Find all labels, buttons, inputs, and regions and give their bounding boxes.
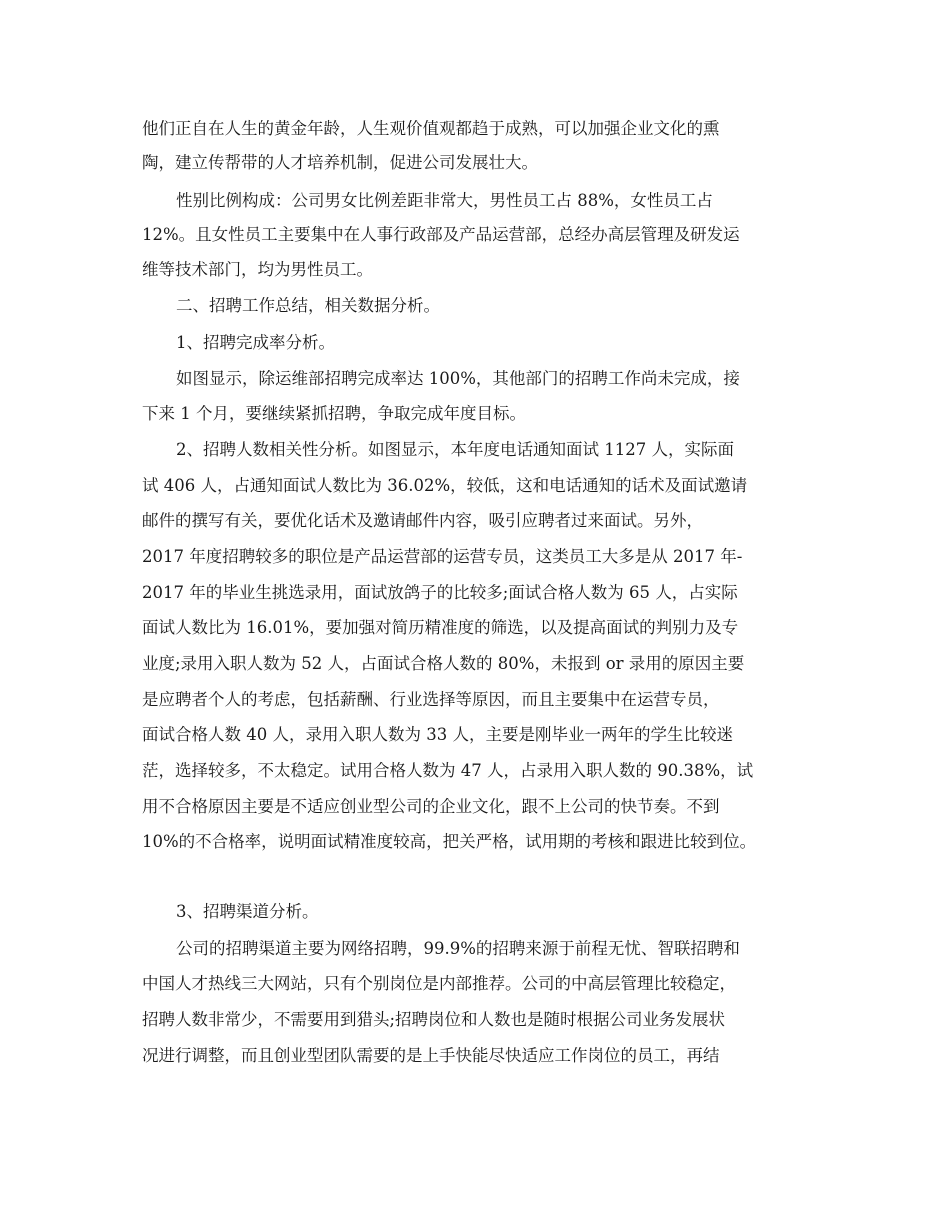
text-line: 试 406 人，占通知面试人数比为 36.02%，较低，这和电话通知的话术及面试邀请 <box>142 476 748 495</box>
text-line: 下来 1 个月，要继续紧抓招聘，争取完成年度目标。 <box>142 404 526 423</box>
text-line: 面试人数比为 16.01%，要加强对简历精准度的筛选，以及提高面试的判别力及专 <box>142 618 739 637</box>
text-line: 况进行调整，而且创业型团队需要的是上手快能尽快适应工作岗位的员工，再结 <box>142 1046 720 1065</box>
text-line: 性别比例构成：公司男女比例差距非常大，男性员工占 88%，女性员工占 <box>176 191 713 210</box>
text-line: 用不合格原因主要是不适应创业型公司的企业文化，跟不上公司的快节奏。不到 <box>142 797 720 816</box>
text-line: 如图显示，除运维部招聘完成率达 100%，其他部门的招聘工作尚未完成，接 <box>176 369 740 388</box>
text-line: 2、招聘人数相关性分析。如图显示，本年度电话通知面试 1127 人，实际面 <box>176 440 734 459</box>
text-line: 他们正自在人生的黄金年龄，人生观价值观都趋于成熟，可以加强企业文化的熏 <box>142 119 720 138</box>
text-line: 面试合格人数 40 人，录用入职人数为 33 人，主要是刚毕业一两年的学生比较迷 <box>142 725 733 744</box>
text-line: 中国人才热线三大网站，只有个别岗位是内部推荐。公司的中高层管理比较稳定， <box>142 974 736 993</box>
text-line: 2017 年的毕业生挑选录用，面试放鸽子的比较多;面试合格人数为 65 人，占实际 <box>142 583 738 602</box>
text-line: 12%。且女性员工主要集中在人事行政部及产品运营部，总经办高层管理及研发运 <box>142 225 740 244</box>
text-line: 是应聘者个人的考虑，包括薪酬、行业选择等原因，而且主要集中在运营专员， <box>142 690 720 709</box>
text-line: 维等技术部门，均为男性员工。 <box>142 260 373 279</box>
section-heading: 二、招聘工作总结，相关数据分析。 <box>176 296 440 315</box>
text-line: 招聘人数非常少，不需要用到猎头;招聘岗位和人数也是随时根据公司业务发展状 <box>142 1010 726 1029</box>
text-line: 茫，选择较多，不太稳定。试用合格人数为 47 人，占录用入职人数的 90.38%，试 <box>142 761 754 780</box>
text-line: 10%的不合格率，说明面试精准度较高，把关严格，试用期的考核和跟进比较到位。 <box>142 832 757 851</box>
subsection-heading: 3、招聘渠道分析。 <box>176 902 319 921</box>
text-line: 陶，建立传帮带的人才培养机制，促进公司发展壮大。 <box>142 153 538 172</box>
text-line: 业度;录用入职人数为 52 人，占面试合格人数的 80%，未报到 or 录用的原因主要 <box>142 654 745 673</box>
text-line: 邮件的撰写有关，要优化话术及邀请邮件内容，吸引应聘者过来面试。另外， <box>142 511 703 530</box>
text-line: 公司的招聘渠道主要为网络招聘，99.9%的招聘来源于前程无忧、智联招聘和 <box>176 939 740 958</box>
subsection-heading: 1、招聘完成率分析。 <box>176 333 335 352</box>
text-line: 2017 年度招聘较多的职位是产品运营部的运营专员，这类员工大多是从 2017 年- <box>142 547 743 566</box>
